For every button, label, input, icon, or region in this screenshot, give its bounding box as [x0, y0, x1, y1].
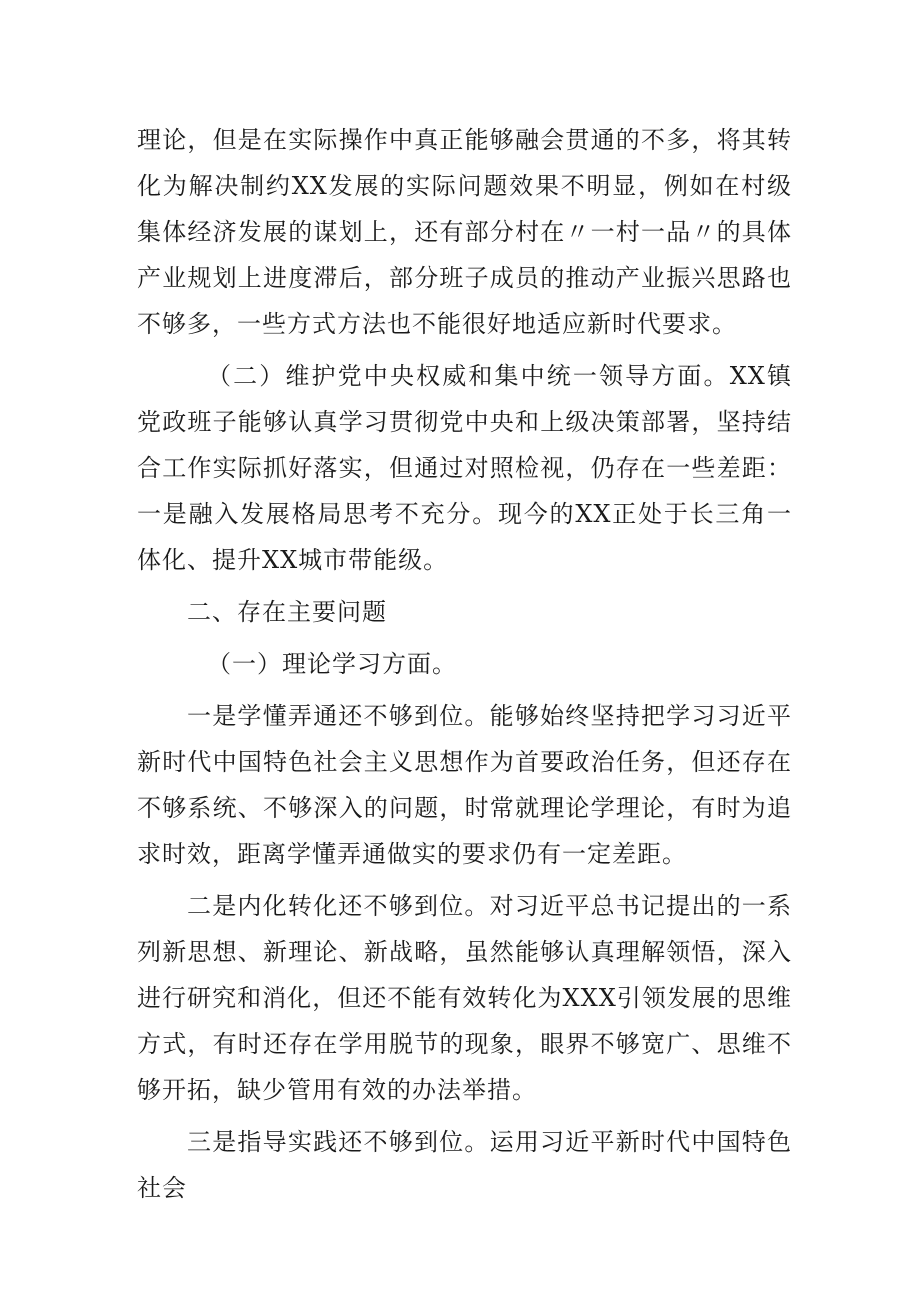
paragraph-point-one: 一是学懂弄通还不够到位。能够始终坚持把学习习近平新时代中国特色社会主义思想作为首要政治任务，但还存在不够系统、不够深入的问题，时常就理论学理论，有时为追求时效，距离学懂弄通做实的要求仍有一定差距。 — [137, 702, 792, 868]
paragraph-point-three: 三是指导实践还不够到位。运用习近平新时代中国特色社会 — [137, 1128, 792, 1202]
subheading-theory-study: （一）理论学习方面。 — [207, 650, 457, 678]
document-body — [137, 117, 792, 1211]
heading-main-problems: 二、存在主要问题 — [187, 598, 387, 626]
paragraph-section-two: （二）维护党中央权威和集中统一领导方面。XX镇党政班子能够认真学习贯彻党中央和上级决策部署，坚持结合工作实际抓好落实，但通过对照检视，仍存在一些差距：一是融入发展格局思考不充分。现今的XX正处于长三角一体化、提升XX城市带能级。 — [137, 362, 792, 574]
paragraph-continuation: 理论，但是在实际操作中真正能够融会贯通的不多，将其转化为解决制约XX发展的实际问题效果不明显，例如在村级集体经济发展的谋划上，还有部分村在〃一村一品〃的具体产业规划上进度滞后，部分班子成员的推动产业振兴思路也不够多，一些方式方法也不能很好地适应新时代要求。 — [137, 126, 792, 338]
paragraph-point-two: 二是内化转化还不够到位。对习近平总书记提出的一系列新思想、新理论、新战略，虽然能够认真理解领悟，深入进行研究和消化，但还不能有效转化为XXX引领发展的思维方式，有时还存在学用脱节的现象，眼界不够宽广、思维不够开拓，缺少管用有效的办法举措。 — [137, 892, 792, 1104]
